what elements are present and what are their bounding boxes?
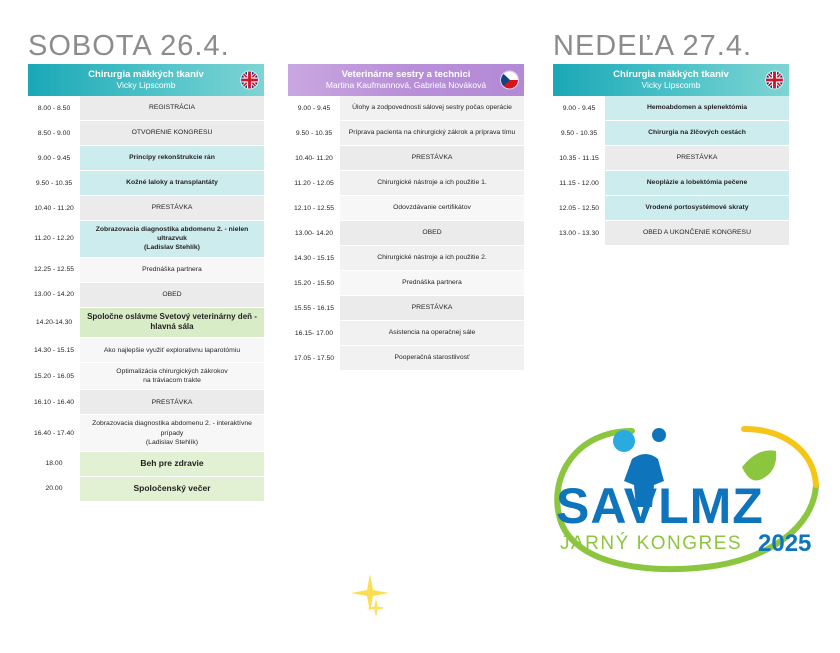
session-title: Zobrazovacia diagnostika abdomenu 2. - interaktívne prípady (Ladislav Stehlík) [80,415,264,451]
table-row [28,452,264,477]
session-title: Spoločne oslávme Svetový veterinárny deň - hlavná sála [80,308,264,338]
sparkle-small-icon [363,595,389,626]
track-title: Chirurgia mäkkých tkanív [88,68,204,80]
session-time: 14.30 - 15.15 [288,246,340,270]
session-time: 15.55 - 16.15 [288,296,340,320]
table-row [28,338,264,363]
table-row [288,321,524,346]
schedule-list-sunday [553,96,789,246]
session-time: 12.05 - 12.50 [553,196,605,220]
session-title: OBED [340,221,524,245]
session-time: 12.25 - 12.55 [28,258,80,282]
session-time: 9.50 - 10.35 [288,121,340,145]
session-time: 10.35 - 11.15 [553,146,605,170]
table-row [28,221,264,258]
table-row [28,415,264,452]
table-row [553,96,789,121]
session-time: 16.40 - 17.40 [28,415,80,451]
session-time: 12.10 - 12.55 [288,196,340,220]
logo-wordmark: SAVLMZ [556,478,764,534]
session-time: 10.40 - 11.20 [28,196,80,220]
savlmz-logo [546,415,836,575]
session-time: 13.00- 14.20 [288,221,340,245]
session-title: Zobrazovacia diagnostika abdomenu 2. - nielen ultrazvuk (Ladislav Stehlík) [80,221,264,257]
session-time: 13.00 - 14.20 [28,283,80,307]
session-time: 9.00 - 9.45 [553,96,605,120]
session-time: 16.15- 17.00 [288,321,340,345]
schedule-list-saturday-a [28,96,264,502]
session-time: 17.05 - 17.50 [288,346,340,370]
table-row [288,196,524,221]
session-time: 16.10 - 16.40 [28,390,80,414]
session-time: 14.20-14.30 [28,308,80,338]
table-row [28,363,264,390]
session-time: 11.20 - 12.05 [288,171,340,195]
session-time: 15.20 - 15.50 [288,271,340,295]
table-row [28,171,264,196]
track-header-saturday-b [288,64,524,96]
table-row [553,221,789,246]
session-time: 10.40- 11.20 [288,146,340,170]
session-time: 11.20 - 12.20 [28,221,80,257]
session-title: Princípy rekonštrukcie rán [80,146,264,170]
session-title: Neoplázie a lobektómia pečene [605,171,789,195]
session-title: OBED A UKONČENIE KONGRESU [605,221,789,245]
session-title: Ako najlepšie využiť explorativnu laparotómiu [80,338,264,362]
session-title: Chirurgické nástroje a ich použitie 1. [340,171,524,195]
page-title-saturday: SOBOTA 26.4. [28,30,230,62]
table-row [28,258,264,283]
table-row [553,121,789,146]
track-speaker: Vicky Lipscomb [116,79,176,90]
schedule-list-saturday-b [288,96,524,371]
track-saturday-soft-tissue [28,64,264,502]
track-header-saturday-a [28,64,264,96]
session-title: Pooperačná starostlivosť [340,346,524,370]
table-row [28,283,264,308]
table-row [28,121,264,146]
session-title: Kožné laloky a transplantáty [80,171,264,195]
session-title: PRESTÁVKA [80,196,264,220]
session-time: 20.00 [28,477,80,501]
table-row [28,146,264,171]
session-time: 9.00 - 9.45 [28,146,80,170]
track-title: Veterinárne sestry a technici [341,68,471,80]
table-row [288,146,524,171]
session-title: REGISTRÁCIA [80,96,264,120]
session-time: 9.50 - 10.35 [553,121,605,145]
table-row [28,390,264,415]
table-row [288,346,524,371]
session-title: PRESTÁVKA [80,390,264,414]
table-row [288,271,524,296]
session-title: Asistencia na operačnej sále [340,321,524,345]
session-title: PRESTÁVKA [340,296,524,320]
uk-flag-icon [241,72,258,89]
session-title: Odovzdávanie certifikátov [340,196,524,220]
table-row [553,146,789,171]
session-title: OBED [80,283,264,307]
table-row [288,296,524,321]
cz-flag-icon [501,72,518,89]
session-title: OTVORENIE KONGRESU [80,121,264,145]
table-row [288,171,524,196]
table-row [28,96,264,121]
track-saturday-nurses [288,64,524,371]
session-time: 13.00 - 13.30 [553,221,605,245]
logo-year: 2025 [758,530,812,557]
table-row [553,196,789,221]
session-time: 15.20 - 16.05 [28,363,80,389]
track-sunday-soft-tissue [553,64,789,246]
session-title: Chirurgia na žlčových cestách [605,121,789,145]
session-title: Úlohy a zodpovednosti sálovej sestry počas operácie [340,96,524,120]
session-title: Prednáška partnera [340,271,524,295]
session-time: 9.00 - 9.45 [288,96,340,120]
logo-subtitle: JARNÝ KONGRES [560,533,743,554]
session-title: PRESTÁVKA [605,146,789,170]
session-time: 8.00 - 8.50 [28,96,80,120]
table-row [28,308,264,339]
table-row [28,196,264,221]
table-row [28,477,264,502]
session-time: 14.30 - 15.15 [28,338,80,362]
session-title: Optimalizácia chirurgických zákrokov na tráviacom trakte [80,363,264,389]
uk-flag-icon [766,72,783,89]
session-time: 11.15 - 12.00 [553,171,605,195]
track-title: Chirurgia mäkkých tkanív [613,68,729,80]
session-title: Spoločenský večer [80,477,264,501]
track-speaker: Martina Kaufmannová, Gabriela Nováková [325,79,487,90]
session-title: Hemoabdomen a splenektómia [605,96,789,120]
session-time: 8.50 - 9.00 [28,121,80,145]
session-title: PRESTÁVKA [340,146,524,170]
table-row [288,96,524,121]
session-title: Prednáška partnera [80,258,264,282]
session-title: Beh pre zdravie [80,452,264,476]
table-row [553,171,789,196]
page-title-sunday: NEDEĽA 27.4. [553,30,752,62]
session-time: 9.50 - 10.35 [28,171,80,195]
session-time: 18.00 [28,452,80,476]
track-header-sunday [553,64,789,96]
table-row [288,246,524,271]
track-speaker: Vicky Lipscomb [641,79,701,90]
session-title: Vrodené portosystémové skraty [605,196,789,220]
table-row [288,121,524,146]
session-title: Chirurgické nástroje a ich použitie 2. [340,246,524,270]
session-title: Príprava pacienta na chirurgický zákrok a príprava tímu [340,121,524,145]
table-row [288,221,524,246]
